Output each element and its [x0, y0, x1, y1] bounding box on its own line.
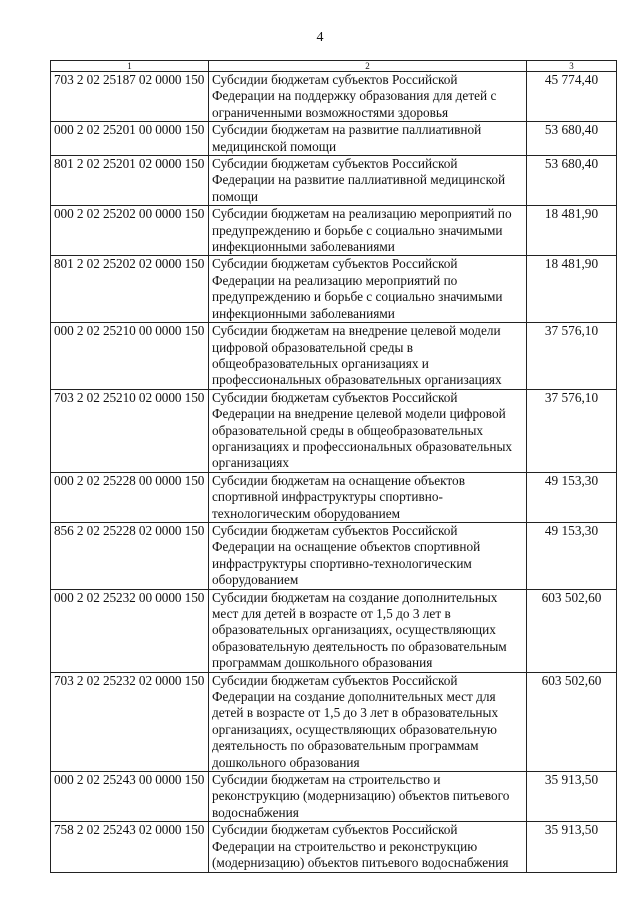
amount-cell: 49 153,30 [527, 522, 617, 589]
table-row [51, 122, 617, 156]
budget-code-cell: 703 2 02 25187 02 0000 150 [51, 72, 209, 122]
budget-code-cell: 801 2 02 25201 02 0000 150 [51, 156, 209, 206]
table-row [51, 772, 617, 822]
table-header-row [51, 61, 617, 72]
table-row [51, 323, 617, 390]
amount-cell: 603 502,60 [527, 672, 617, 771]
budget-code-cell: 801 2 02 25202 02 0000 150 [51, 256, 209, 323]
table-row [51, 672, 617, 771]
table-row [51, 256, 617, 323]
budget-code-cell: 856 2 02 25228 02 0000 150 [51, 522, 209, 589]
amount-cell: 35 913,50 [527, 772, 617, 822]
description-cell: Субсидии бюджетам на оснащение объектов спортивной инфраструктуры спортивно-технологическим оборудованием [209, 472, 527, 522]
description-cell: Субсидии бюджетам на развитие паллиативной медицинской помощи [209, 122, 527, 156]
amount-cell: 53 680,40 [527, 156, 617, 206]
description-cell: Субсидии бюджетам на реализацию мероприятий по предупреждению и борьбе с социально значимыми инфекционными заболеваниями [209, 206, 527, 256]
description-cell: Субсидии бюджетам субъектов Российской Федерации на реализацию мероприятий по предупреждению и борьбе с социально значимыми инфекционными заболеваниями [209, 256, 527, 323]
budget-code-cell: 000 2 02 25228 00 0000 150 [51, 472, 209, 522]
budget-code-cell: 000 2 02 25243 00 0000 150 [51, 772, 209, 822]
budget-code-cell: 000 2 02 25210 00 0000 150 [51, 323, 209, 390]
amount-cell: 49 153,30 [527, 472, 617, 522]
description-cell: Субсидии бюджетам субъектов Российской Федерации на строительство и реконструкцию (модернизацию) объектов питьевого водоснабжения [209, 822, 527, 872]
table-row [51, 206, 617, 256]
description-cell: Субсидии бюджетам субъектов Российской Федерации на оснащение объектов спортивной инфраструктуры спортивно-технологическим оборудованием [209, 522, 527, 589]
table-row [51, 822, 617, 872]
amount-cell: 35 913,50 [527, 822, 617, 872]
table-row [51, 389, 617, 472]
column-header-1: 1 [51, 61, 209, 72]
budget-revenue-table [50, 60, 617, 873]
budget-code-cell: 703 2 02 25210 02 0000 150 [51, 389, 209, 472]
page-number: 4 [316, 30, 324, 45]
table-row [51, 522, 617, 589]
amount-cell: 53 680,40 [527, 122, 617, 156]
description-cell: Субсидии бюджетам на строительство и реконструкцию (модернизацию) объектов питьевого водоснабжения [209, 772, 527, 822]
description-cell: Субсидии бюджетам субъектов Российской Федерации на создание дополнительных мест для детей в возрасте от 1,5 до 3 лет в образовательных организациях, осуществляющих образовательную деятельность по образовательным программам дошкольного образования [209, 672, 527, 771]
column-header-2: 2 [209, 61, 527, 72]
budget-code-cell: 758 2 02 25243 02 0000 150 [51, 822, 209, 872]
column-header-3: 3 [527, 61, 617, 72]
budget-code-cell: 000 2 02 25201 00 0000 150 [51, 122, 209, 156]
description-cell: Субсидии бюджетам субъектов Российской Федерации на развитие паллиативной медицинской помощи [209, 156, 527, 206]
budget-code-cell: 703 2 02 25232 02 0000 150 [51, 672, 209, 771]
description-cell: Субсидии бюджетам субъектов Российской Федерации на внедрение целевой модели цифровой образовательной среды в общеобразовательных организациях и профессиональных образовательных организациях [209, 389, 527, 472]
table-row [51, 589, 617, 672]
description-cell: Субсидии бюджетам на создание дополнительных мест для детей в возрасте от 1,5 до 3 лет в образовательных организациях, осуществляющих образовательную деятельность по образовательным программам дошкольного образования [209, 589, 527, 672]
budget-code-cell: 000 2 02 25232 00 0000 150 [51, 589, 209, 672]
table-row [51, 72, 617, 122]
description-cell: Субсидии бюджетам на внедрение целевой модели цифровой образовательной среды в общеобразовательных организациях и профессиональных образовательных организациях [209, 323, 527, 390]
amount-cell: 18 481,90 [527, 206, 617, 256]
amount-cell: 37 576,10 [527, 323, 617, 390]
table-row [51, 472, 617, 522]
description-cell: Субсидии бюджетам субъектов Российской Федерации на поддержку образования для детей с ограниченными возможностями здоровья [209, 72, 527, 122]
amount-cell: 37 576,10 [527, 389, 617, 472]
amount-cell: 18 481,90 [527, 256, 617, 323]
amount-cell: 45 774,40 [527, 72, 617, 122]
table-row [51, 156, 617, 206]
budget-code-cell: 000 2 02 25202 00 0000 150 [51, 206, 209, 256]
amount-cell: 603 502,60 [527, 589, 617, 672]
